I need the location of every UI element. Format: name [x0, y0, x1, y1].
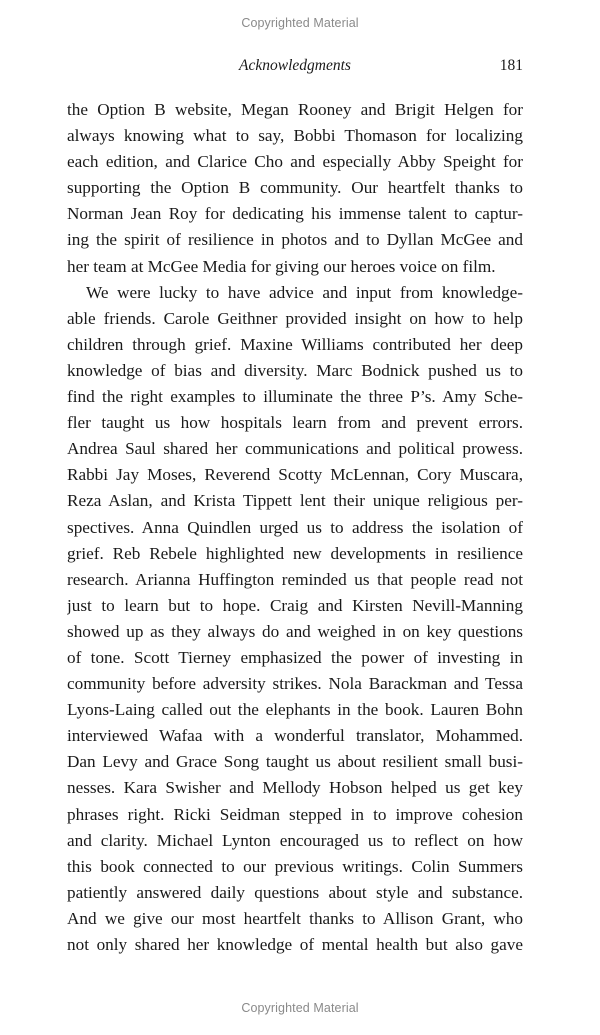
- text-line: patiently answered daily questions about style and substance.: [67, 882, 523, 902]
- text-line: nesses. Kara Swisher and Mellody Hobson helped us get key: [67, 778, 523, 798]
- text-line: Rabbi Jay Moses, Reverend Scotty McLennan, Cory Muscara,: [67, 465, 523, 485]
- text-line: ing the spirit of resilience in photos and to Dyllan McGee and: [67, 230, 523, 250]
- body-text: [67, 97, 523, 958]
- text-line: research. Arianna Huffington reminded us that people read not: [67, 569, 523, 589]
- text-line: interviewed Wafaa with a wonderful translator, Mohammed.: [67, 726, 523, 746]
- text-line: not only shared her knowledge of mental health but also gave: [67, 935, 523, 954]
- text-line: Norman Jean Roy for dedicating his immense talent to captur-: [67, 204, 523, 224]
- text-line: phrases right. Ricki Seidman stepped in to improve cohesion: [67, 804, 523, 824]
- text-line: fler taught us how hospitals learn from and prevent errors.: [67, 413, 523, 433]
- text-line: this book connected to our previous writings. Colin Summers: [67, 856, 523, 876]
- text-line: each edition, and Clarice Cho and especially Abby Speight for: [67, 152, 523, 172]
- page-number: 181: [499, 57, 523, 74]
- text-line: supporting the Option B community. Our heartfelt thanks to: [67, 178, 523, 198]
- text-line: Reza Aslan, and Krista Tippett lent their unique religious per-: [67, 491, 523, 511]
- text-line: spectives. Anna Quindlen urged us to address the isolation of: [67, 517, 523, 537]
- text-line: children through grief. Maxine Williams contributed her deep: [67, 334, 523, 354]
- copyright-watermark-top: Copyrighted Material: [241, 16, 359, 30]
- text-line: Andrea Saul shared her communications and political prowess.: [67, 439, 523, 459]
- text-line: able friends. Carole Geithner provided insight on how to help: [67, 308, 523, 328]
- text-line: grief. Reb Rebele highlighted new developments in resilience: [67, 543, 523, 563]
- text-line: showed up as they always do and weighed in on key questions: [67, 621, 523, 641]
- text-line: and clarity. Michael Lynton encouraged us to reflect on how: [67, 830, 523, 850]
- text-line: of tone. Scott Tierney emphasized the power of investing in: [67, 647, 523, 667]
- chapter-title: Acknowledgments: [239, 57, 351, 74]
- text-line: her team at McGee Media for giving our heroes voice on film.: [67, 256, 496, 276]
- text-line: We were lucky to have advice and input from knowledge-: [86, 282, 523, 302]
- text-line: find the right examples to illuminate the three P’s. Amy Sche-: [67, 387, 523, 407]
- text-line: community before adversity strikes. Nola Barackman and Tessa: [67, 674, 523, 694]
- text-line: always knowing what to say, Bobbi Thomason for localizing: [67, 126, 523, 146]
- text-line: just to learn but to hope. Craig and Kirsten Nevill-Manning: [67, 595, 523, 615]
- text-line: And we give our most heartfelt thanks to Allison Grant, who: [67, 908, 523, 928]
- copyright-watermark-bottom: Copyrighted Material: [241, 1001, 359, 1015]
- running-head: [67, 57, 523, 79]
- text-line: Dan Levy and Grace Song taught us about resilient small busi-: [67, 752, 523, 772]
- text-line: knowledge of bias and diversity. Marc Bodnick pushed us to: [67, 360, 523, 380]
- text-line: Lyons-Laing called out the elephants in the book. Lauren Bohn: [67, 700, 523, 720]
- text-line: the Option B website, Megan Rooney and Brigit Helgen for: [67, 100, 523, 119]
